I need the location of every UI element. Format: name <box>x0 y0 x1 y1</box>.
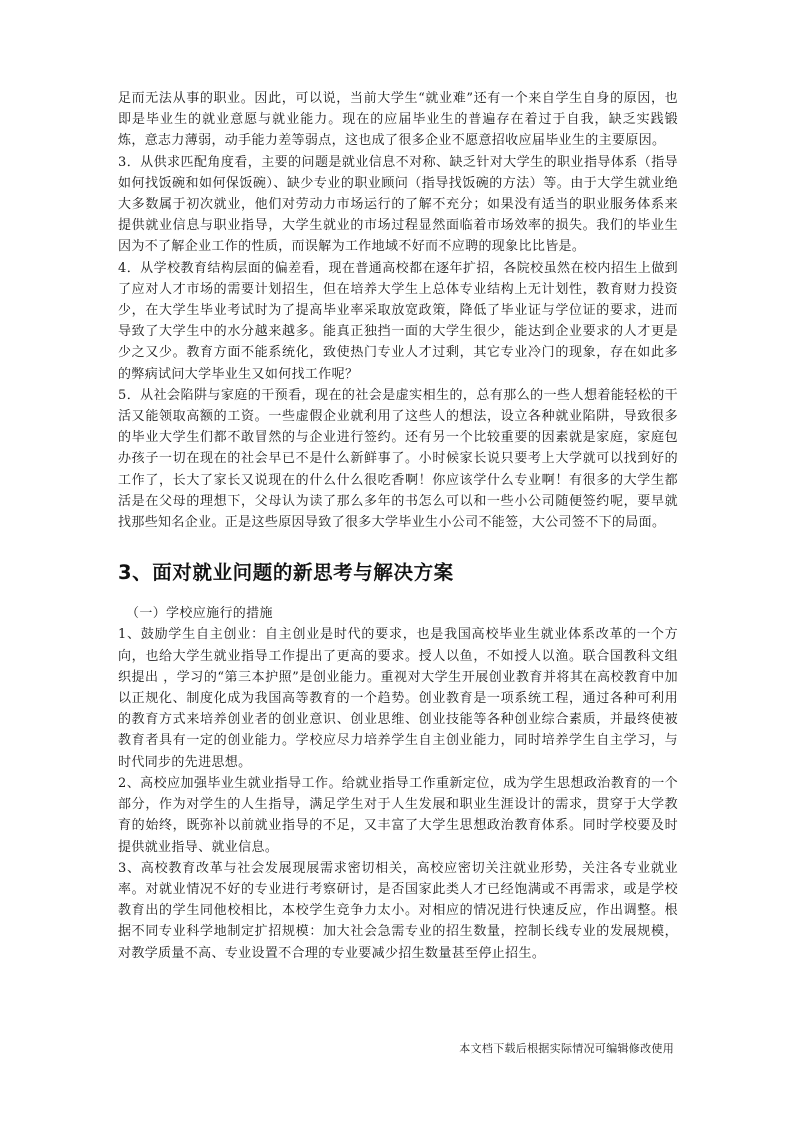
document-body <box>118 88 678 964</box>
paragraph-cause-self: 足而无法从事的职业。因此，可以说，当前大学生“就业难”还有一个来自学生自身的原因，也即是毕业生的就业意愿与就业能力。现在的应届毕业生的普遍存在着过于自我，缺乏实践锻炼，意志力薄弱，动手能力差等弱点，这也成了很多企业不愿意招收应届毕业生的主要原因。 <box>118 91 678 149</box>
paragraph-entrepreneurship: 1、鼓励学生自主创业：自主创业是时代的要求，也是我国高校毕业生就业体系改革的一个方向，也给大学生就业指导工作提出了更高的要求。授人以鱼，不如授人以渔。联合国教科文组织提出 ，学习的“第三本护照”是创业能力。重视对大学生开展创业教育并将其在高校教育中加以正规化、制度化成为我国高等教育的一个趋势。创业教育是一项系统工程，通过各种可利用的教育方式来培养创业者的创业意识、创业思维、创业技能等各种创业综合素质，并最终使被教育者具有一定的创业能力。学校应尽力培养学生自主创业能力，同时培养学生自主学习，与时代同步的先进思想。 <box>118 627 678 770</box>
paragraph-school-structure: 4．从学校教育结构层面的偏差看，现在普通高校都在逐年扩招，各院校虽然在校内招生上做到了应对人才市场的需要计划招生，但在培养大学生上总体专业结构上无计划性，教育财力投资少，在大学生毕业考试时为了提高毕业率采取放宽政策，降低了毕业证与学位证的要求，进而导致了大学生中的水分越来越多。能真正独挡一面的大学生很少，能达到企业要求的人才更是少之又少。教育方面不能系统化，致使热门专业人才过剩，其它专业冷门的现象，存在如此多的弊病试问大学毕业生又如何找工作呢？ <box>118 260 678 382</box>
paragraph-supply-demand: 3．从供求匹配角度看，主要的问题是就业信息不对称、缺乏针对大学生的职业指导体系（指导如何找饭碗和如何保饭碗）、缺少专业的职业顾问（指导找饭碗的方法）等。由于大学生就业绝大多数属于初次就业，他们对劳动力市场运行的了解不充分；如果没有适当的职业服务体系来提供就业信息与职业指导，大学生就业的市场过程显然面临着市场效率的损失。我们的毕业生因为不了解企业工作的性质，而误解为工作地域不好而不应聘的现象比比皆是。 <box>118 154 678 255</box>
paragraph-employment-guidance: 2、高校应加强毕业生就业指导工作。给就业指导工作重新定位，成为学生思想政治教育的一个部分，作为对学生的人生指导，满足学生对于人生发展和职业生涯设计的需求，贯穿于大学教育的始终，既弥补以前就业指导的不足，又丰富了大学生思想政治教育体系。同时学校要及时提供就业指导、就业信息。 <box>118 775 678 855</box>
subheading-school-measures: （一）学校应施行的措施 <box>126 606 273 622</box>
page-footer: 本文档下载后根据实际情况可编辑修改使用 <box>459 1042 674 1055</box>
paragraph-education-reform: 3、高校教育改革与社会发展现展需求密切相关，高校应密切关注就业形势，关注各专业就业率。对就业情况不好的专业进行考察研讨，是否国家此类人才已经饱满或不再需求，或是学校教育出的学生同他校相比，本校学生竞争力太小。对相应的情况进行快速反应，作出调整。根据不同专业科学地制定扩招规模：加大社会急需专业的招生数量，控制长线专业的发展规模，对教学质量不高、专业设置不合理的专业要减少招生数量甚至停止招生。 <box>118 860 678 961</box>
section-heading: 3、面对就业问题的新思考与解决方案 <box>118 561 454 585</box>
paragraph-social-family: 5．从社会陷阱与家庭的干预看，现在的社会是虚实相生的，总有那么的一些人想着能轻松的干活又能领取高额的工资。一些虚假企业就利用了这些人的想法，设立各种就业陷阱，导致很多的毕业大学生们都不敢冒然的与企业进行签约。还有另一个比较重要的因素就是家庭，家庭包办孩子一切在现在的社会早已不是什么新鲜事了。小时候家长说只要考上大学就可以找到好的工作了，长大了家长又说现在的什么什么很吃香啊！你应该学什么专业啊！有很多的大学生都活是在父母的理想下，父母认为读了那么多年的书怎么可以和一些小公司随便签约呢，要早就找那些知名企业。正是这些原因导致了很多大学毕业生小公司不能签，大公司签不下的局面。 <box>118 387 678 531</box>
